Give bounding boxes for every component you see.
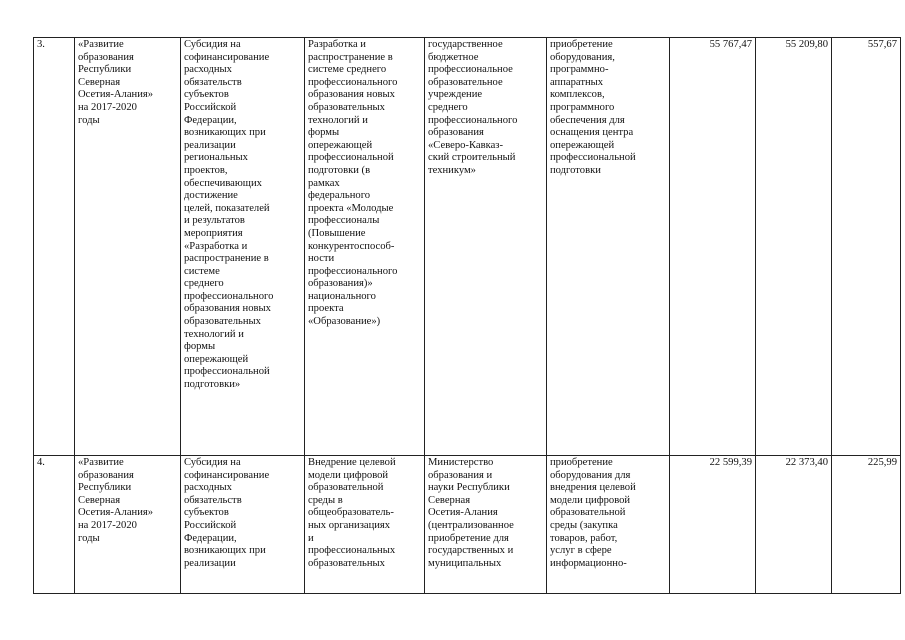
subsidy-cell: Субсидия на софинансирование расходных обязательств субъектов Российской Федерации, возникающих при реализации: [181, 456, 305, 594]
event-cell: Разработка и распространение в системе среднего профессионального образования новых образовательных технологий и формы опережающей профессиональной подготовки (в рамках федерального проекта «Молодые профессионалы (Повышение конкурентоспособ- ности профессионального образования)» национального проекта «Образование»): [305, 38, 425, 456]
purpose-cell: приобретение оборудования, программно- аппаратных комплексов, программного обеспечения для оснащения центра опережающей профессиональной подготовки: [547, 38, 670, 456]
recipient-cell: Министерство образования и науки Республики Северная Осетия-Алания (централизованное приобретение для государственных и муниципальных: [425, 456, 547, 594]
row-number-cell: 4.: [34, 456, 75, 594]
table-row: [34, 38, 901, 456]
purpose-cell: приобретение оборудования для внедрения целевой модели цифровой образовательной среды (закупка товаров, работ, услуг в сфере информационно-: [547, 456, 670, 594]
subsidy-table: [33, 37, 901, 594]
event-cell: Внедрение целевой модели цифровой образовательной среды в общеобразователь- ных организациях и профессиональных образовательных: [305, 456, 425, 594]
federal-amount-cell: 55 209,80: [756, 38, 832, 456]
total-amount-cell: 55 767,47: [670, 38, 756, 456]
regional-amount-cell: 557,67: [832, 38, 901, 456]
table-row: [34, 456, 901, 594]
total-amount-cell: 22 599,39: [670, 456, 756, 594]
recipient-cell: государственное бюджетное профессиональное образовательное учреждение среднего профессионального образования «Северо-Кавказ- ский строительный техникум»: [425, 38, 547, 456]
program-cell: «Развитие образования Республики Северная Осетия-Алания» на 2017-2020 годы: [75, 38, 181, 456]
regional-amount-cell: 225,99: [832, 456, 901, 594]
row-number-cell: 3.: [34, 38, 75, 456]
program-cell: «Развитие образования Республики Северная Осетия-Алания» на 2017-2020 годы: [75, 456, 181, 594]
subsidy-cell: Субсидия на софинансирование расходных обязательств субъектов Российской Федерации, возникающих при реализации региональных проектов, обеспечивающих достижение целей, показателей и результатов мероприятия «Разработка и распространение в системе среднего профессионального образования новых образовательных технологий и формы опережающей профессиональной подготовки»: [181, 38, 305, 456]
federal-amount-cell: 22 373,40: [756, 456, 832, 594]
